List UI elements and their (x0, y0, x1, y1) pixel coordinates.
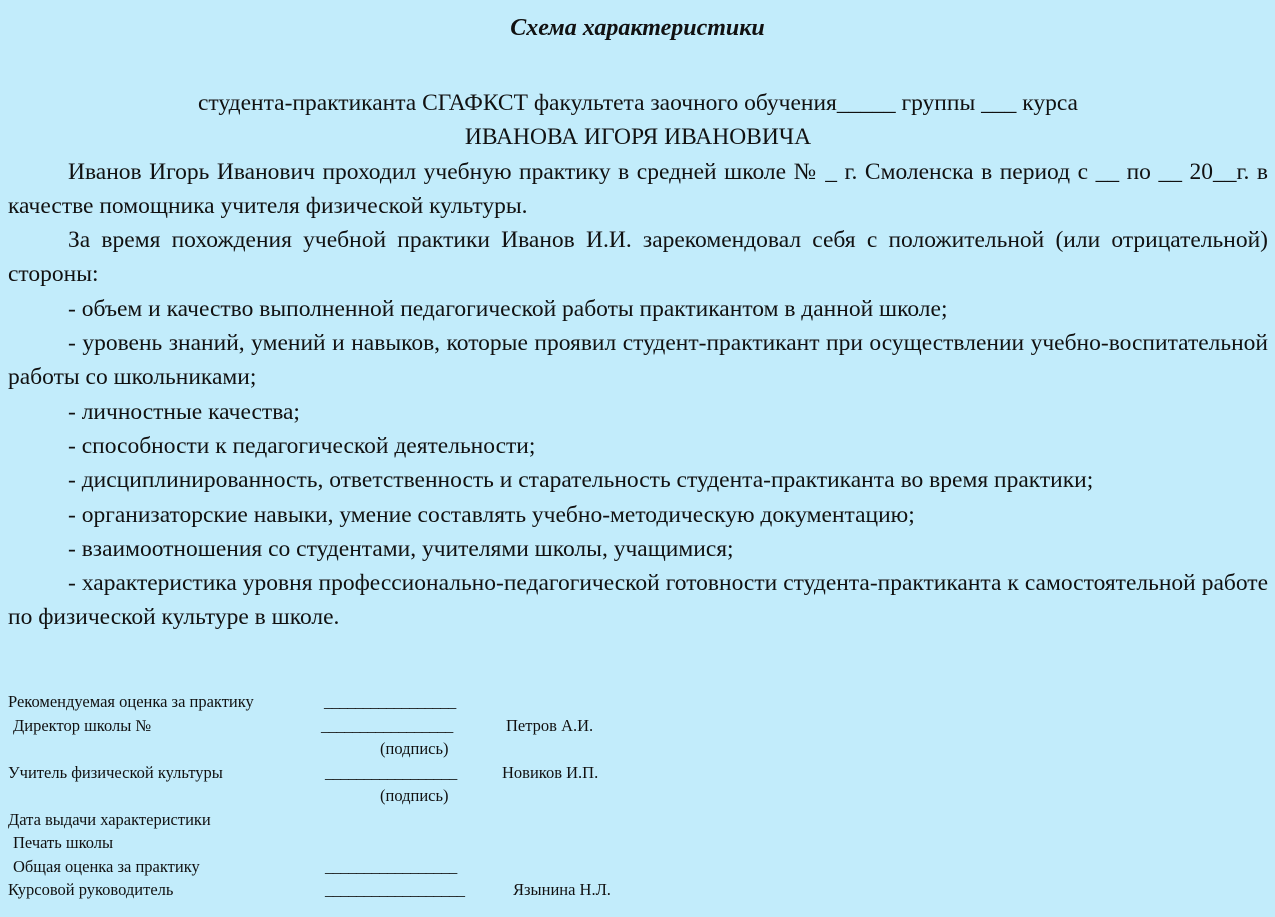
criterion-pedagogical-ability: - способности к педагогической деятельности; (68, 432, 536, 459)
criterion-work-volume: - объем и качество выполненной педагогической работы практикантом в данной школе; (68, 295, 948, 322)
criterion-personal-qualities: - личностные качества; (68, 398, 300, 425)
signature-caption-row-1 (8, 739, 708, 763)
criterion-professional-readiness: - характеристика уровня профессионально-педагогической готовности студента-практиканта к самостоятельной работе по физической культуре в школе. (8, 570, 1268, 631)
overall-grade-label: Общая оценка за практику (13, 856, 200, 876)
overall-grade-row (8, 857, 708, 881)
recommended-grade-row (8, 692, 708, 716)
criterion-relationships: - взаимоотношения со студентами, учителями школы, учащимися; (68, 535, 734, 562)
director-name: Петров А.И. (506, 715, 594, 735)
criterion-organizational-skills: - организаторские навыки, умение составлять учебно-методическую документацию; (68, 501, 915, 528)
issue-date-label: Дата выдачи характеристики (8, 809, 211, 829)
pe-teacher-row (8, 763, 708, 787)
course-supervisor-label: Курсовой руководитель (8, 880, 174, 899)
pe-teacher-signature-blank: _________________ (325, 762, 457, 782)
recommended-grade-label: Рекомендуемая оценка за практику (8, 692, 254, 711)
director-row (8, 716, 708, 740)
document-body (8, 86, 1268, 635)
pe-teacher-label: Учитель физической культуры (8, 762, 223, 782)
signature-caption-row-2 (8, 786, 708, 810)
course-supervisor-row (8, 880, 708, 904)
school-stamp-row (8, 833, 708, 857)
student-name: ИВАНОВА ИГОРЯ ИВАНОВИЧА (464, 124, 812, 151)
school-stamp-label: Печать школы (13, 833, 114, 852)
overall-grade-blank: _________________ (325, 856, 457, 876)
signature-caption-1: (подпись) (380, 739, 449, 758)
course-supervisor-name: Язынина Н.Л. (513, 880, 611, 899)
signature-caption-2: (подпись) (380, 786, 449, 805)
criterion-knowledge-level: - уровень знаний, умений и навыков, которые проявил студент-практикант при осуществлении учебно-воспитательной работы со школьниками; (8, 330, 1268, 391)
signature-block (8, 692, 708, 904)
recommended-grade-blank: _________________ (324, 692, 456, 711)
intro-line: студента-практиканта СГАФКСТ факультета заочного обучения_____ группы ___ курса (198, 90, 1078, 116)
paragraph-assessment-intro: За время похождения учебной практики Иванов И.И. зарекомендовал себя с положительной (или отрицательной) стороны: (8, 227, 1268, 288)
pe-teacher-name: Новиков И.П. (502, 762, 599, 782)
paragraph-practice-period: Иванов Игорь Иванович проходил учебную практику в средней школе № _ г. Смоленска в период с __ по __ 20__г. в качестве помощника учителя физической культуры. (8, 158, 1268, 219)
course-supervisor-signature-blank: __________________ (325, 880, 465, 899)
document-title: Схема характеристики (510, 15, 765, 41)
issue-date-row (8, 810, 708, 834)
director-signature-blank: _________________ (321, 715, 453, 735)
director-label: Директор школы № (13, 715, 152, 735)
criterion-discipline: - дисциплинированность, ответственность и старательность студента-практиканта во время практики; (68, 467, 1094, 494)
